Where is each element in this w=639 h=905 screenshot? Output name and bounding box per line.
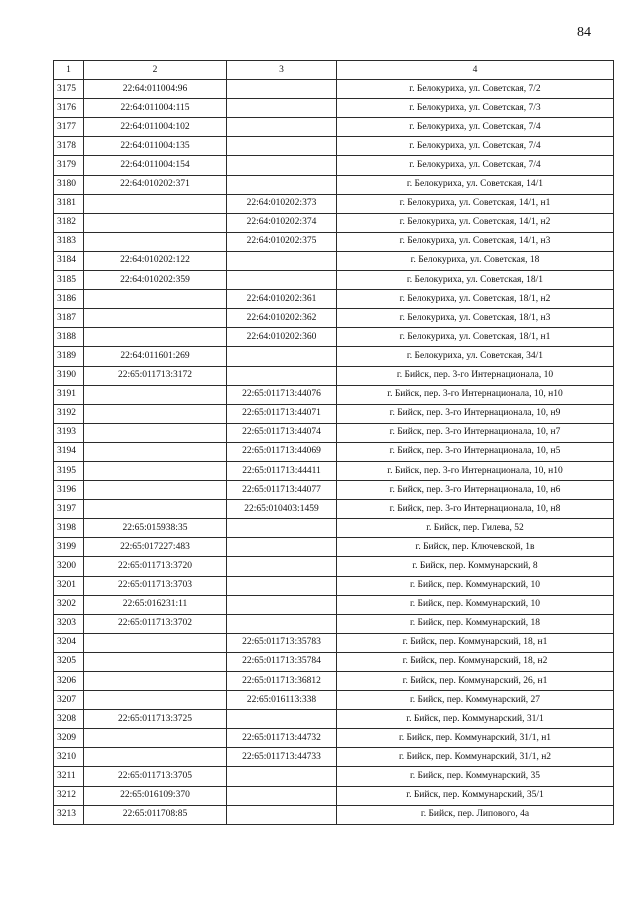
address-cell: г. Белокуриха, ул. Советская, 7/4 xyxy=(337,137,614,156)
building-cadastral-number-cell: 22:65:011713:44077 xyxy=(227,481,337,500)
table-row xyxy=(54,347,614,366)
table-row xyxy=(54,519,614,538)
land-cadastral-number-cell: 22:64:011004:96 xyxy=(84,80,227,99)
land-cadastral-number-cell: 22:65:015938:35 xyxy=(84,519,227,538)
land-cadastral-number-cell xyxy=(84,328,227,347)
table-row xyxy=(54,290,614,309)
row-number-cell: 3196 xyxy=(54,481,84,500)
address-cell: г. Белокуриха, ул. Советская, 7/2 xyxy=(337,80,614,99)
table-header-row xyxy=(54,61,614,80)
land-cadastral-number-cell: 22:65:011713:3725 xyxy=(84,710,227,729)
row-number-cell: 3209 xyxy=(54,729,84,748)
building-cadastral-number-cell: 22:65:011713:44411 xyxy=(227,461,337,480)
address-cell: г. Бийск, пер. Коммунарский, 27 xyxy=(337,691,614,710)
land-cadastral-number-cell: 22:65:011713:3703 xyxy=(84,576,227,595)
address-cell: г. Белокуриха, ул. Советская, 14/1, н3 xyxy=(337,232,614,251)
land-cadastral-number-cell xyxy=(84,309,227,328)
address-cell: г. Белокуриха, ул. Советская, 18/1, н3 xyxy=(337,309,614,328)
table-row xyxy=(54,118,614,137)
table-row xyxy=(54,710,614,729)
land-cadastral-number-cell: 22:65:016231:11 xyxy=(84,595,227,614)
building-cadastral-number-cell: 22:65:011713:35783 xyxy=(227,633,337,652)
building-cadastral-number-cell: 22:65:011713:44732 xyxy=(227,729,337,748)
table-row xyxy=(54,366,614,385)
building-cadastral-number-cell xyxy=(227,538,337,557)
building-cadastral-number-cell xyxy=(227,99,337,118)
table-body xyxy=(54,80,614,825)
land-cadastral-number-cell: 22:64:011004:154 xyxy=(84,156,227,175)
table-row xyxy=(54,385,614,404)
row-number-cell: 3183 xyxy=(54,232,84,251)
table-row xyxy=(54,232,614,251)
address-cell: г. Белокуриха, ул. Советская, 18/1 xyxy=(337,271,614,290)
row-number-cell: 3176 xyxy=(54,99,84,118)
row-number-cell: 3178 xyxy=(54,137,84,156)
row-number-cell: 3211 xyxy=(54,767,84,786)
address-cell: г. Бийск, пер. 3-го Интернационала, 10, н10 xyxy=(337,385,614,404)
table-row xyxy=(54,691,614,710)
row-number-cell: 3188 xyxy=(54,328,84,347)
land-cadastral-number-cell: 22:65:011713:3720 xyxy=(84,557,227,576)
building-cadastral-number-cell xyxy=(227,251,337,270)
building-cadastral-number-cell xyxy=(227,271,337,290)
table-row xyxy=(54,461,614,480)
row-number-cell: 3185 xyxy=(54,271,84,290)
building-cadastral-number-cell: 22:65:011713:44074 xyxy=(227,423,337,442)
land-cadastral-number-cell xyxy=(84,290,227,309)
table-row xyxy=(54,576,614,595)
row-number-cell: 3197 xyxy=(54,500,84,519)
land-cadastral-number-cell xyxy=(84,213,227,232)
table-row xyxy=(54,213,614,232)
address-cell: г. Бийск, пер. Коммунарский, 8 xyxy=(337,557,614,576)
address-cell: г. Бийск, пер. Коммунарский, 10 xyxy=(337,576,614,595)
page-number: 84 xyxy=(577,25,591,40)
address-cell: г. Бийск, пер. Коммунарский, 31/1 xyxy=(337,710,614,729)
row-number-cell: 3208 xyxy=(54,710,84,729)
row-number-cell: 3180 xyxy=(54,175,84,194)
address-cell: г. Бийск, пер. Коммунарский, 31/1, н1 xyxy=(337,729,614,748)
land-cadastral-number-cell xyxy=(84,500,227,519)
table-row xyxy=(54,538,614,557)
table-row xyxy=(54,137,614,156)
address-cell: г. Бийск, пер. Липового, 4а xyxy=(337,805,614,824)
row-number-cell: 3205 xyxy=(54,652,84,671)
land-cadastral-number-cell xyxy=(84,232,227,251)
table-row xyxy=(54,156,614,175)
address-cell: г. Бийск, пер. 3-го Интернационала, 10, н7 xyxy=(337,423,614,442)
table-row xyxy=(54,99,614,118)
building-cadastral-number-cell xyxy=(227,118,337,137)
column-header-2: 2 xyxy=(84,61,227,80)
address-cell: г. Бийск, пер. 3-го Интернационала, 10, н10 xyxy=(337,461,614,480)
row-number-cell: 3190 xyxy=(54,366,84,385)
land-cadastral-number-cell: 22:64:010202:359 xyxy=(84,271,227,290)
row-number-cell: 3200 xyxy=(54,557,84,576)
building-cadastral-number-cell: 22:65:011713:44733 xyxy=(227,748,337,767)
land-cadastral-number-cell: 22:64:011601:269 xyxy=(84,347,227,366)
land-cadastral-number-cell: 22:64:011004:135 xyxy=(84,137,227,156)
building-cadastral-number-cell xyxy=(227,595,337,614)
row-number-cell: 3206 xyxy=(54,672,84,691)
table-row xyxy=(54,652,614,671)
table-row xyxy=(54,672,614,691)
table-row xyxy=(54,404,614,423)
table-row xyxy=(54,614,614,633)
land-cadastral-number-cell: 22:65:011713:3702 xyxy=(84,614,227,633)
row-number-cell: 3182 xyxy=(54,213,84,232)
land-cadastral-number-cell xyxy=(84,729,227,748)
land-cadastral-number-cell xyxy=(84,481,227,500)
address-cell: г. Бийск, пер. Коммунарский, 35 xyxy=(337,767,614,786)
address-cell: г. Бийск, пер. Коммунарский, 18 xyxy=(337,614,614,633)
address-cell: г. Белокуриха, ул. Советская, 14/1 xyxy=(337,175,614,194)
address-cell: г. Бийск, пер. Коммунарский, 31/1, н2 xyxy=(337,748,614,767)
address-cell: г. Бийск, пер. Коммунарский, 18, н1 xyxy=(337,633,614,652)
column-header-4: 4 xyxy=(337,61,614,80)
land-cadastral-number-cell xyxy=(84,423,227,442)
address-cell: г. Бийск, пер. 3-го Интернационала, 10, н5 xyxy=(337,442,614,461)
building-cadastral-number-cell: 22:65:011713:35784 xyxy=(227,652,337,671)
building-cadastral-number-cell xyxy=(227,366,337,385)
address-cell: г. Белокуриха, ул. Советская, 14/1, н2 xyxy=(337,213,614,232)
table-row xyxy=(54,805,614,824)
land-cadastral-number-cell xyxy=(84,194,227,213)
row-number-cell: 3201 xyxy=(54,576,84,595)
land-cadastral-number-cell: 22:65:011708:85 xyxy=(84,805,227,824)
table-row xyxy=(54,748,614,767)
table-row xyxy=(54,175,614,194)
row-number-cell: 3179 xyxy=(54,156,84,175)
row-number-cell: 3192 xyxy=(54,404,84,423)
address-cell: г. Белокуриха, ул. Советская, 7/3 xyxy=(337,99,614,118)
address-cell: г. Белокуриха, ул. Советская, 18/1, н1 xyxy=(337,328,614,347)
building-cadastral-number-cell: 22:64:010202:373 xyxy=(227,194,337,213)
building-cadastral-number-cell xyxy=(227,576,337,595)
address-cell: г. Бийск, пер. Ключевской, 1в xyxy=(337,538,614,557)
building-cadastral-number-cell: 22:65:011713:36812 xyxy=(227,672,337,691)
address-cell: г. Бийск, пер. 3-го Интернационала, 10, н6 xyxy=(337,481,614,500)
building-cadastral-number-cell: 22:65:011713:44069 xyxy=(227,442,337,461)
address-cell: г. Бийск, пер. 3-го Интернационала, 10 xyxy=(337,366,614,385)
row-number-cell: 3195 xyxy=(54,461,84,480)
row-number-cell: 3194 xyxy=(54,442,84,461)
building-cadastral-number-cell xyxy=(227,347,337,366)
land-cadastral-number-cell xyxy=(84,461,227,480)
land-cadastral-number-cell xyxy=(84,691,227,710)
address-cell: г. Бийск, пер. Коммунарский, 10 xyxy=(337,595,614,614)
table-row xyxy=(54,194,614,213)
building-cadastral-number-cell: 22:65:010403:1459 xyxy=(227,500,337,519)
table-row xyxy=(54,767,614,786)
address-cell: г. Бийск, пер. 3-го Интернационала, 10, н9 xyxy=(337,404,614,423)
address-cell: г. Белокуриха, ул. Советская, 18 xyxy=(337,251,614,270)
row-number-cell: 3198 xyxy=(54,519,84,538)
row-number-cell: 3199 xyxy=(54,538,84,557)
table-row xyxy=(54,251,614,270)
building-cadastral-number-cell xyxy=(227,175,337,194)
row-number-cell: 3187 xyxy=(54,309,84,328)
row-number-cell: 3177 xyxy=(54,118,84,137)
building-cadastral-number-cell xyxy=(227,710,337,729)
column-header-1: 1 xyxy=(54,61,84,80)
address-cell: г. Бийск, пер. 3-го Интернационала, 10, н8 xyxy=(337,500,614,519)
building-cadastral-number-cell: 22:64:010202:375 xyxy=(227,232,337,251)
table-row xyxy=(54,595,614,614)
land-cadastral-number-cell: 22:65:017227:483 xyxy=(84,538,227,557)
building-cadastral-number-cell: 22:64:010202:374 xyxy=(227,213,337,232)
row-number-cell: 3202 xyxy=(54,595,84,614)
address-cell: г. Белокуриха, ул. Советская, 18/1, н2 xyxy=(337,290,614,309)
row-number-cell: 3204 xyxy=(54,633,84,652)
row-number-cell: 3212 xyxy=(54,786,84,805)
building-cadastral-number-cell xyxy=(227,805,337,824)
land-cadastral-number-cell: 22:64:011004:115 xyxy=(84,99,227,118)
table-row xyxy=(54,80,614,99)
building-cadastral-number-cell xyxy=(227,80,337,99)
building-cadastral-number-cell xyxy=(227,137,337,156)
row-number-cell: 3213 xyxy=(54,805,84,824)
row-number-cell: 3189 xyxy=(54,347,84,366)
row-number-cell: 3193 xyxy=(54,423,84,442)
building-cadastral-number-cell xyxy=(227,614,337,633)
table-row xyxy=(54,309,614,328)
property-registry-table xyxy=(53,60,614,825)
land-cadastral-number-cell xyxy=(84,748,227,767)
land-cadastral-number-cell xyxy=(84,404,227,423)
row-number-cell: 3210 xyxy=(54,748,84,767)
row-number-cell: 3175 xyxy=(54,80,84,99)
building-cadastral-number-cell: 22:65:011713:44076 xyxy=(227,385,337,404)
building-cadastral-number-cell xyxy=(227,519,337,538)
building-cadastral-number-cell: 22:65:011713:44071 xyxy=(227,404,337,423)
land-cadastral-number-cell: 22:64:010202:371 xyxy=(84,175,227,194)
address-cell: г. Бийск, пер. Коммунарский, 18, н2 xyxy=(337,652,614,671)
table-row xyxy=(54,633,614,652)
table-row xyxy=(54,442,614,461)
building-cadastral-number-cell: 22:64:010202:362 xyxy=(227,309,337,328)
building-cadastral-number-cell: 22:65:016113:338 xyxy=(227,691,337,710)
address-cell: г. Бийск, пер. Гилева, 52 xyxy=(337,519,614,538)
column-header-3: 3 xyxy=(227,61,337,80)
land-cadastral-number-cell xyxy=(84,672,227,691)
building-cadastral-number-cell xyxy=(227,557,337,576)
address-cell: г. Бийск, пер. Коммунарский, 35/1 xyxy=(337,786,614,805)
table-row xyxy=(54,271,614,290)
building-cadastral-number-cell: 22:64:010202:361 xyxy=(227,290,337,309)
table-row xyxy=(54,481,614,500)
land-cadastral-number-cell: 22:65:011713:3172 xyxy=(84,366,227,385)
land-cadastral-number-cell: 22:64:010202:122 xyxy=(84,251,227,270)
table-row xyxy=(54,423,614,442)
address-cell: г. Белокуриха, ул. Советская, 14/1, н1 xyxy=(337,194,614,213)
row-number-cell: 3184 xyxy=(54,251,84,270)
land-cadastral-number-cell xyxy=(84,633,227,652)
address-cell: г. Белокуриха, ул. Советская, 7/4 xyxy=(337,156,614,175)
building-cadastral-number-cell xyxy=(227,156,337,175)
building-cadastral-number-cell xyxy=(227,786,337,805)
table-row xyxy=(54,557,614,576)
row-number-cell: 3186 xyxy=(54,290,84,309)
row-number-cell: 3207 xyxy=(54,691,84,710)
land-cadastral-number-cell xyxy=(84,652,227,671)
row-number-cell: 3191 xyxy=(54,385,84,404)
land-cadastral-number-cell: 22:65:016109:370 xyxy=(84,786,227,805)
address-cell: г. Белокуриха, ул. Советская, 34/1 xyxy=(337,347,614,366)
table-row xyxy=(54,786,614,805)
land-cadastral-number-cell: 22:65:011713:3705 xyxy=(84,767,227,786)
row-number-cell: 3181 xyxy=(54,194,84,213)
building-cadastral-number-cell: 22:64:010202:360 xyxy=(227,328,337,347)
building-cadastral-number-cell xyxy=(227,767,337,786)
address-cell: г. Белокуриха, ул. Советская, 7/4 xyxy=(337,118,614,137)
table-row xyxy=(54,328,614,347)
address-cell: г. Бийск, пер. Коммунарский, 26, н1 xyxy=(337,672,614,691)
row-number-cell: 3203 xyxy=(54,614,84,633)
land-cadastral-number-cell xyxy=(84,385,227,404)
land-cadastral-number-cell xyxy=(84,442,227,461)
land-cadastral-number-cell: 22:64:011004:102 xyxy=(84,118,227,137)
table-row xyxy=(54,500,614,519)
table-row xyxy=(54,729,614,748)
